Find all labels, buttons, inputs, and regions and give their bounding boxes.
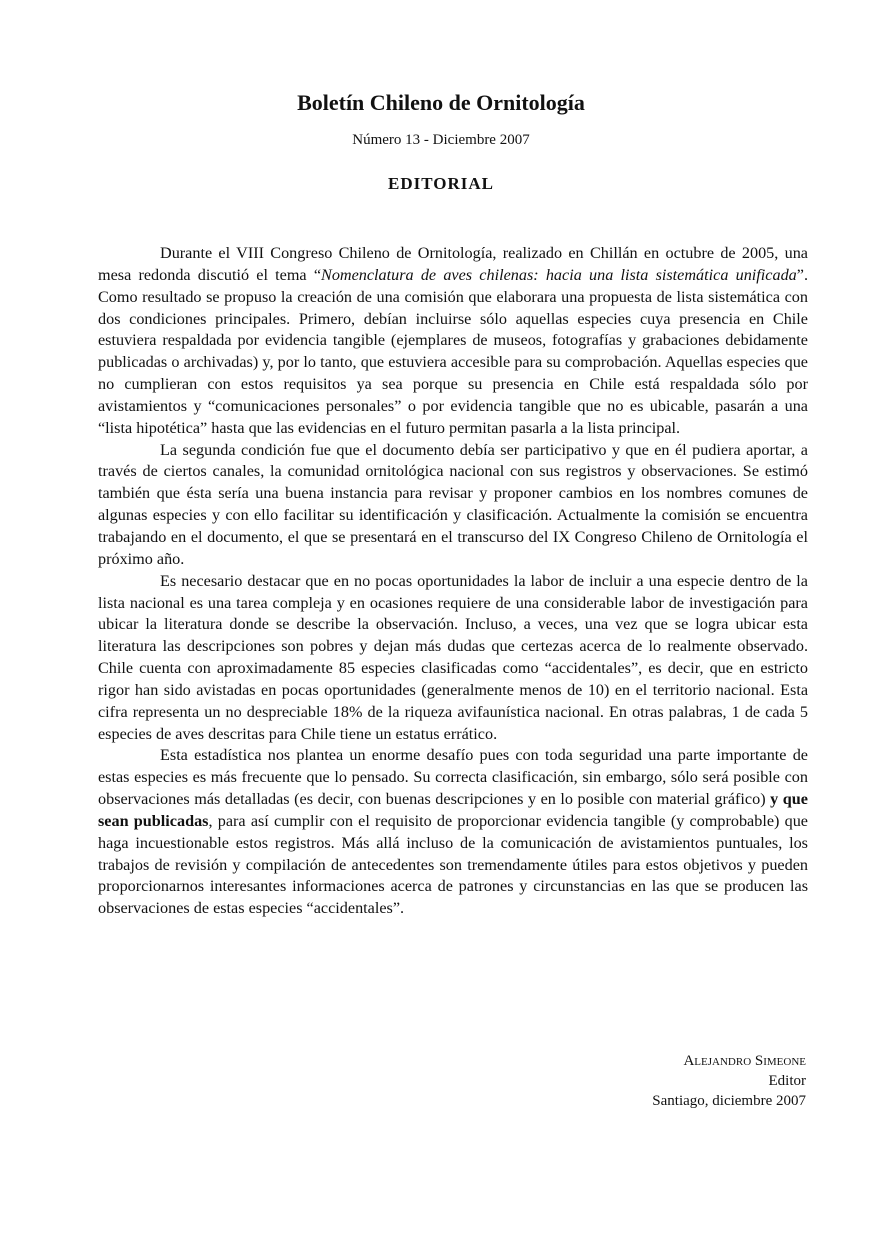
paragraph-4-text-b: , para así cumplir con el requisito de proporcionar evidencia tangible (y comprobable) que haga incuestionable estos registros. Más allá incluso de la comunicación de avistamientos puntuales, los trabajos de revisión y compilación de antecedentes son tremendamente útiles para estos objetivos y pueden proporcionarnos interesantes informaciones acerca de patrones y circunstancias en las que se producen las observaciones de estas especies “accidentales”. — [98, 811, 808, 918]
paragraph-3: Es necesario destacar que en no pocas oportunidades la labor de incluir a una especie dentro de la lista nacional es una tarea compleja y en ocasiones requiere de una considerable labor de investigación para ubicar la literatura donde se describe la observación. Incluso, a veces, una vez que se logra ubicar esta literatura las descripciones son pobres y dejan más dudas que certezas acerca de lo realmente observado. Chile cuenta con aproximadamente 85 especies clasificadas como “accidentales”, es decir, que en estricto rigor han sido avistadas en pocas oportunidades (generalmente menos de 10) en el territorio nacional. Esta cifra representa un no despreciable 18% de la riqueza avifaunística nacional. En otras palabras, 1 de cada 5 especies de aves descritas para Chile tiene un estatus errático. — [98, 571, 808, 743]
issue-line: Número 13 - Diciembre 2007 — [352, 132, 530, 148]
paragraph-1-italic-title: Nomenclatura de aves chilenas: hacia una lista sistemática unificada — [321, 265, 797, 284]
author-name: Alejandro Simeone — [683, 1053, 806, 1069]
paragraph-4-text-a: Esta estadística nos plantea un enorme desafío pues con toda seguridad una parte importante de estas especies es más frecuente que lo pensado. Su correcta clasificación, sin embargo, sólo será posible con observaciones más detalladas (es decir, con buenas descripciones y en lo posible con material gráfico) — [98, 746, 808, 809]
place-date: Santiago, diciembre 2007 — [652, 1093, 806, 1109]
signature-block — [652, 1051, 806, 1111]
paragraph-4-bold-phrase: y que sean publicadas — [98, 790, 808, 830]
paragraph-1 — [98, 243, 808, 440]
editorial-body — [98, 243, 808, 920]
author-role: Editor — [768, 1073, 806, 1089]
paragraph-1-text-a: Durante el VIII Congreso Chileno de Ornitología, realizado en Chillán en octubre de 2005, una mesa redonda discutió el tema “ — [98, 244, 808, 284]
paragraph-1-text-b: ”. Como resultado se propuso la creación de una comisión que elaborara una propuesta de lista sistemática con dos condiciones principales. Primero, debían incluirse sólo aquellas especies cuya presencia en Chile estuviera respaldada por evidencia tangible (ejemplares de museos, fotografías y grabaciones debidamente publicadas o archivadas) y, por lo tanto, que estuviera accesible para su comprobación. Aquellas especies que no cumplieran con estos requisitos ya sea porque su presencia en Chile está respaldada sólo por avistamientos y “comunicaciones personales” o por evidencia tangible que no es ubicable, pasarán a una “lista hipotética” hasta que las evidencias en el futuro permitan pasarla a la lista principal. — [98, 265, 809, 437]
journal-title: Boletín Chileno de Ornitología — [297, 90, 585, 115]
paragraph-2: La segunda condición fue que el documento debía ser participativo y que en él pudiera aportar, a través de ciertos canales, la comunidad ornitológica nacional con sus registros y observaciones. Se estimó también que ésta sería una buena instancia para revisar y proponer cambios en los nombres comunes de algunas especies y con ello facilitar su identificación y clasificación. Actualmente la comisión se encuentra trabajando en el documento, el que se presentará en el transcurso del IX Congreso Chileno de Ornitología el próximo año. — [98, 440, 808, 568]
section-heading: EDITORIAL — [388, 174, 494, 193]
paragraph-4 — [98, 745, 808, 920]
